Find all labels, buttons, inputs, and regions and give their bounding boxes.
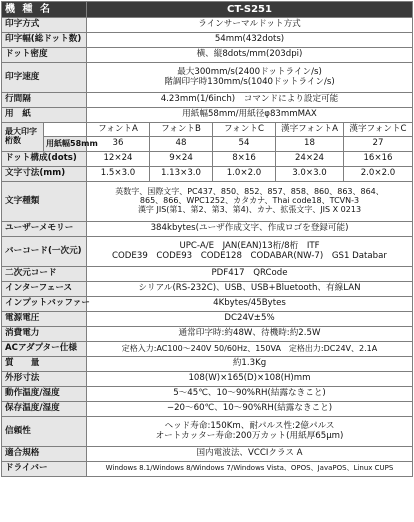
- row-ac-adapter: [2, 342, 413, 357]
- row-value: 4Kbytes/45Bytes: [87, 297, 413, 312]
- row-label: 質 量: [2, 357, 87, 372]
- cell-value: 1.0×2.0: [213, 167, 276, 182]
- row-value: 横、縦8dots/mm(203dpi): [87, 48, 413, 63]
- row-label: ユーザーメモリー: [2, 222, 87, 237]
- cell-value: 1.5×3.0: [87, 167, 150, 182]
- row-label: 行間隔: [2, 93, 87, 108]
- value-line: 漢字 JIS(第1、第2、第3、第4)、カナ、拡張文字、JIS X 0213: [137, 204, 362, 214]
- row-value: 5〜45℃、10〜90%RH(結露なきこと): [87, 387, 413, 402]
- row-barcode-2d: [2, 267, 413, 282]
- cell-value: 1.13×3.0: [150, 167, 213, 182]
- row-char-types: [2, 182, 413, 222]
- row-label: 印字幅(総ドット数): [2, 33, 87, 48]
- header-row: [2, 2, 413, 18]
- row-label: インターフェース: [2, 282, 87, 297]
- row-value: 約1.3Kg: [87, 357, 413, 372]
- row-value: 54mm(432dots): [87, 33, 413, 48]
- cell-value: 12×24: [87, 152, 150, 167]
- model-label: 機 種 名: [2, 2, 87, 18]
- row-interface: [2, 282, 413, 297]
- row-line-spacing: [2, 93, 413, 108]
- font-header: フォントB: [150, 123, 213, 137]
- row-power-consumption: [2, 327, 413, 342]
- row-value: シリアル(RS-232C)、USB、USB+Bluetooth、有線LAN: [87, 282, 413, 297]
- row-weight: [2, 357, 413, 372]
- row-label: 印字速度: [2, 63, 87, 93]
- value-line: CODE39 CODE93 CODE128 CODABAR(NW-7) GS1 Databar: [112, 250, 387, 261]
- row-label: ドライバー: [2, 462, 87, 477]
- row-value: 通常印字時:約48W、待機時:約2.5W: [87, 327, 413, 342]
- row-font-headers: [2, 123, 413, 137]
- cell-value: 3.0×3.0: [276, 167, 344, 182]
- row-value: 4.23mm(1/6inch) コマンドにより設定可能: [87, 93, 413, 108]
- row-user-memory: [2, 222, 413, 237]
- value-line: 階調印字時130mm/s(1040ドットライン/s): [164, 76, 335, 87]
- row-paper: [2, 108, 413, 123]
- row-label: 保存温度/湿度: [2, 402, 87, 417]
- row-value: 384kbytes(ユーザ作成文字、作成ロゴを登録可能): [87, 222, 413, 237]
- row-label: 文字種類: [2, 182, 87, 222]
- row-value: ラインサーマルドット方式: [87, 18, 413, 33]
- row-label: 最大印字桁数: [2, 123, 44, 152]
- row-value: DC24V±5%: [87, 312, 413, 327]
- cell-value: 54: [213, 137, 276, 152]
- row-label: 消費電力: [2, 327, 87, 342]
- cell-value: 16×16: [344, 152, 413, 167]
- row-label: 外形寸法: [2, 372, 87, 387]
- row-value: 定格入力:AC100〜240V 50/60Hz、150VA 定格出力:DC24V、2.1A: [87, 342, 413, 357]
- row-value: [87, 182, 413, 222]
- row-value: 用紙幅58mm/用紙径φ83mmMAX: [87, 108, 413, 123]
- row-label: ドット構成(dots): [2, 152, 87, 167]
- value-line: UPC-A/E JAN(EAN)13桁/8桁 ITF: [179, 240, 320, 251]
- font-header: 漢字フォントC: [344, 123, 413, 137]
- row-max-chars: [2, 137, 413, 152]
- spec-table: [1, 1, 413, 477]
- row-reliability: [2, 417, 413, 447]
- row-value: Windows 8.1/Windows 8/Windows 7/Windows Vista、OPOS、JavaPOS、Linux CUPS: [87, 462, 413, 477]
- row-value: [87, 63, 413, 93]
- row-value: [87, 237, 413, 267]
- row-operating-env: [2, 387, 413, 402]
- value-line: 最大300mm/s(2400ドットライン/s): [177, 66, 322, 77]
- value-line: 865、866、WPC1252、カタカナ、Thai code18、TCVN-3: [139, 196, 360, 206]
- cell-value: 18: [276, 137, 344, 152]
- row-label: インプットバッファー: [2, 297, 87, 312]
- row-power-voltage: [2, 312, 413, 327]
- font-header: フォントC: [213, 123, 276, 137]
- cell-value: 8×16: [213, 152, 276, 167]
- row-label: 二次元コード: [2, 267, 87, 282]
- row-standards: [2, 447, 413, 462]
- row-value: PDF417 QRCode: [87, 267, 413, 282]
- row-barcode-1d: [2, 237, 413, 267]
- row-driver: [2, 462, 413, 477]
- row-value: −20〜60℃、10〜90%RH(結露なきこと): [87, 402, 413, 417]
- cell-value: 48: [150, 137, 213, 152]
- row-print-width: [2, 33, 413, 48]
- row-dot-density: [2, 48, 413, 63]
- row-print-method: [2, 18, 413, 33]
- row-input-buffer: [2, 297, 413, 312]
- row-value: 108(W)×165(D)×108(H)mm: [87, 372, 413, 387]
- row-label: 文字寸法(mm): [2, 167, 87, 182]
- cell-value: 36: [87, 137, 150, 152]
- value-line: ヘッド寿命:150Km、耐パルス性:2億パルス: [164, 420, 335, 431]
- model-name: CT-S251: [87, 2, 413, 18]
- row-char-size: [2, 167, 413, 182]
- font-header: フォントA: [87, 123, 150, 137]
- row-dot-config: [2, 152, 413, 167]
- row-value: 国内電波法、VCCIクラス A: [87, 447, 413, 462]
- row-label: 信頼性: [2, 417, 87, 447]
- cell-value: 2.0×2.0: [344, 167, 413, 182]
- row-label: 用 紙: [2, 108, 87, 123]
- row-value: [87, 417, 413, 447]
- row-label: 印字方式: [2, 18, 87, 33]
- row-label: バーコード(一次元): [2, 237, 87, 267]
- row-storage-env: [2, 402, 413, 417]
- row-label: 動作温度/湿度: [2, 387, 87, 402]
- row-label: ドット密度: [2, 48, 87, 63]
- cell-value: 24×24: [276, 152, 344, 167]
- font-header: 漢字フォントA: [276, 123, 344, 137]
- cell-value: 27: [344, 137, 413, 152]
- row-dimensions: [2, 372, 413, 387]
- row-label: ACアダプター仕様: [2, 342, 87, 357]
- row-print-speed: [2, 63, 413, 93]
- paper-width-sublabel: 用紙幅58mm: [44, 137, 87, 152]
- value-line: 英数字、国際文字、PC437、850、852、857、858、860、863、864、: [115, 187, 384, 197]
- row-label: 適合規格: [2, 447, 87, 462]
- row-label: 電源電圧: [2, 312, 87, 327]
- cell-value: 9×24: [150, 152, 213, 167]
- blank-cell: [44, 123, 87, 137]
- value-line: オートカッター寿命:200万カット(用紙厚65μm): [155, 430, 344, 441]
